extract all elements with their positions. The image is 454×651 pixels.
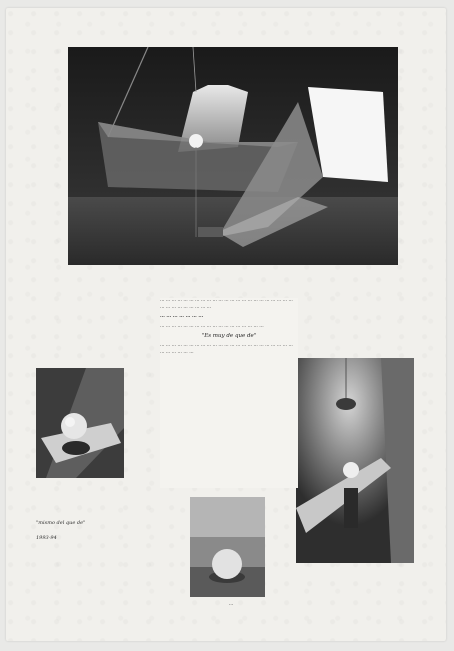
caption-left-sub: 1993-94	[36, 535, 57, 541]
main-photograph	[68, 47, 398, 265]
caption-bottom: ...	[228, 601, 234, 607]
right-photograph	[296, 358, 414, 563]
bottom-photograph	[190, 497, 265, 597]
handwritten-text-block: ... ... ... ... ... ... ... ... ... ... ... ... ... ... ... ... ... ... ... ... ... ... ... ... ... ... ... ... ... ... ... ... ... ... ... ... ... ... ... ... ... ... ... ... ... ... ... ... ... ... ... ... ... ... ... ... ... "Es muy de que de" ... ... ... ... ... ... ... ... ... ... ... ... ... ... ... ... ... ... ... ... ... ... ... ... ... ... ... ... ...	[160, 298, 298, 488]
left-photograph	[36, 368, 124, 478]
caption-left: "mismo del que de"	[36, 520, 86, 526]
quote-text: "Es muy de que de"	[201, 333, 257, 340]
